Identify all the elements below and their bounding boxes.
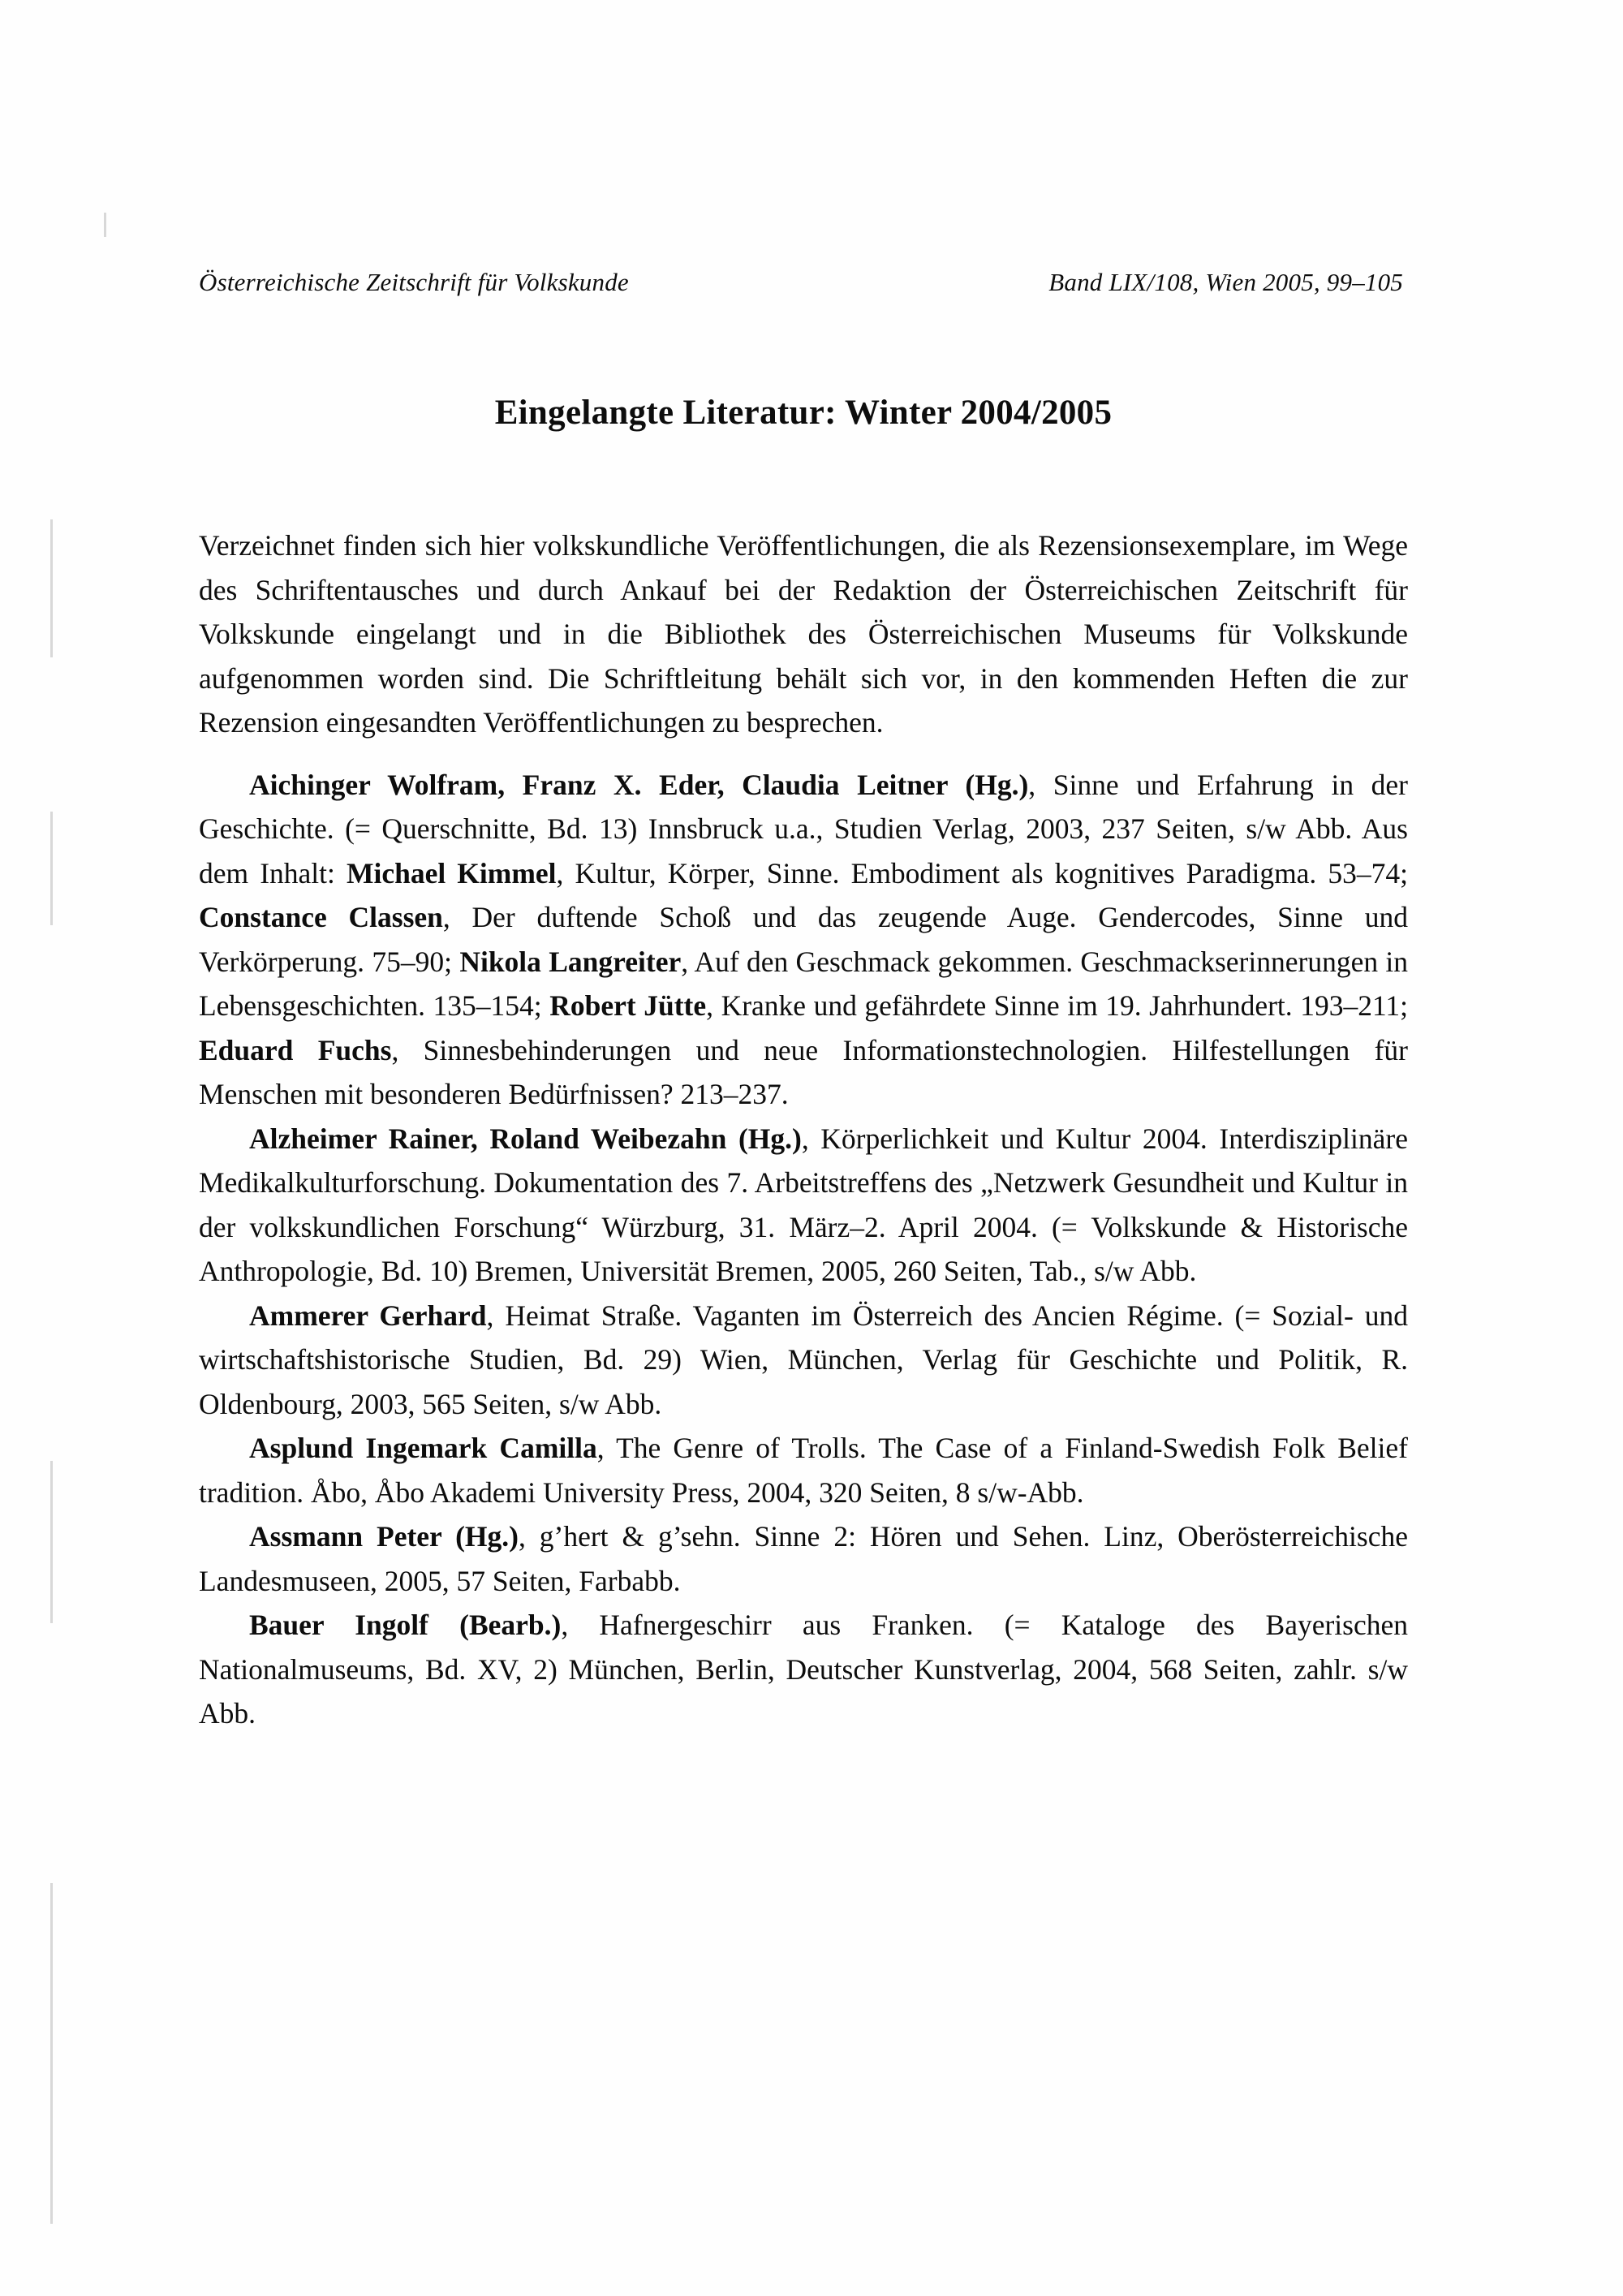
list-item xyxy=(199,1603,1408,1736)
scan-artifact xyxy=(50,812,53,925)
entry-author: Ammerer Gerhard xyxy=(249,1299,487,1332)
running-head xyxy=(199,268,1408,297)
entry-contributor: Nikola Langreiter xyxy=(459,945,682,978)
entry-contributor: Constance Classen xyxy=(199,901,443,933)
issue-info: Band LIX/108, Wien 2005, 99–105 xyxy=(1048,268,1403,296)
scan-artifact xyxy=(50,1883,53,2224)
entry-text: , Kultur, Körper, Sinne. Embodiment als kognitives Paradigma. 53–74; xyxy=(556,856,1409,890)
entry-text: , Hafnergeschirr aus Franken. (= Kataloge des Bayerischen Nationalmuseums, Bd. XV, 2) München, Berlin, Deutscher Kunstverlag, 2004, 568 Seiten, zahlr. s/w Abb. xyxy=(199,1609,1409,1730)
list-item xyxy=(199,1117,1408,1294)
list-item xyxy=(199,1426,1408,1514)
scan-artifact xyxy=(50,1461,53,1623)
entry-text: , Körperlichkeit und Kultur 2004. Interdisziplinäre Medikalkulturforschung. Dokumentation des 7. Arbeitstreffens des „Netzwerk Gesundheit und Kultur in der volkskundlichen Forschung“ Würzburg, 31. März–2. April 2004. (= Volkskunde & Historische Anthropologie, Bd. 10) Bremen, Universität Bremen, 2005, 260 Seiten, Tab., s/w Abb. xyxy=(199,1122,1408,1287)
entry-author: Assmann Peter (Hg.) xyxy=(249,1520,519,1553)
scan-artifact xyxy=(104,213,106,237)
journal-title: Österreichische Zeitschrift für Volkskunde xyxy=(199,268,629,296)
entry-text: , Auf den Geschmack gekommen. Geschmackserinnerungen in Lebensgeschichten. 135–154; xyxy=(199,945,1409,1022)
entry-text: , Sinne und Erfahrung in der Geschichte. (= Querschnitte, Bd. 13) Innsbruck u.a., Studien Verlag, 2003, 237 Seiten, s/w Abb. Aus dem Inhalt: xyxy=(199,768,1408,890)
entry-contributor: Robert Jütte xyxy=(549,989,707,1022)
entry-contributor: Michael Kimmel xyxy=(346,856,557,890)
entry-text: , Der duftende Schoß und das zeugende Auge. Gendercodes, Sinne und Verkörperung. 75–90; xyxy=(199,901,1408,978)
entry-text: , The Genre of Trolls. The Case of a Finland-Swedish Folk Belief tradition. Åbo, Åbo Akademi University Press, 2004, 320 Seiten, 8 s/w-Abb. xyxy=(199,1432,1408,1509)
entry-text: , g’hert & g’sehn. Sinne 2: Hören und Sehen. Linz, Oberösterreichische Landesmuseen, 2005, 57 Seiten, Farbabb. xyxy=(199,1520,1408,1597)
entry-contributor: Eduard Fuchs xyxy=(199,1033,392,1066)
page-content xyxy=(199,268,1408,1736)
entry-author: Asplund Ingemark Camilla xyxy=(249,1432,597,1464)
entry-text: , Kranke und gefährdete Sinne im 19. Jahrhundert. 193–211; xyxy=(706,989,1409,1022)
entry-text: , Heimat Straße. Vaganten im Österreich des Ancien Régime. (= Sozial- und wirtschaftshistorische Studien, Bd. 29) Wien, München, Verlag für Geschichte und Politik, R. Oldenbourg, 2003, 565 Seiten, s/w Abb. xyxy=(199,1299,1408,1420)
list-item xyxy=(199,1294,1408,1427)
entry-author: Bauer Ingolf (Bearb.) xyxy=(249,1609,562,1641)
list-item xyxy=(199,1514,1408,1603)
entry-text: , Sinnesbehinderungen und neue Informationstechnologien. Hilfestellungen für Menschen mit besonderen Bedürfnissen? 213–237. xyxy=(199,1033,1408,1110)
scan-artifact xyxy=(50,519,53,657)
list-item xyxy=(199,763,1408,1117)
intro-paragraph: Verzeichnet finden sich hier volkskundliche Veröffentlichungen, die als Rezensionsexemplare, im Wege des Schriftentausches und durch Ankauf bei der Redaktion der Österreichischen Zeitschrift für Volkskunde eingelangt und in die Bibliothek des Österreichischen Museums für Volkskunde aufgenommen worden sind. Die Schriftleitung behält sich vor, in den kommenden Heften die zur Rezension eingesandten Veröffentlichungen zu besprechen. xyxy=(199,529,1408,739)
entry-author: Alzheimer Rainer, Roland Weibezahn (Hg.) xyxy=(249,1122,802,1155)
entry-author: Aichinger Wolfram, Franz X. Eder, Claudia Leitner (Hg.) xyxy=(249,768,1029,801)
page-title: Eingelangte Literatur: Winter 2004/2005 xyxy=(494,394,1113,432)
